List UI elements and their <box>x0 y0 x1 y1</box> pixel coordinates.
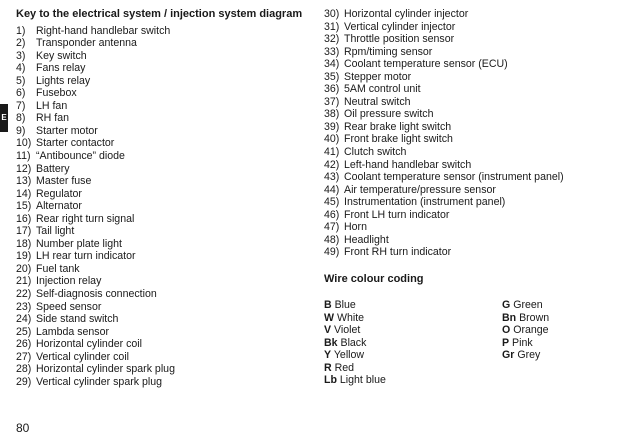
item-label: Rear right turn signal <box>36 212 135 225</box>
item-number: 3) <box>16 49 26 62</box>
item-label: Regulator <box>36 187 82 200</box>
item-number: 48) <box>324 233 340 246</box>
list-item <box>16 301 306 314</box>
item-label: Master fuse <box>36 175 92 188</box>
item-number: 5) <box>16 74 26 87</box>
item-label: Instrumentation (instrument panel) <box>344 196 506 209</box>
item-label: Horizontal cylinder injector <box>344 8 469 20</box>
colour-code-row <box>324 374 484 387</box>
item-label: Lights relay <box>36 74 91 87</box>
colour-name: Blue <box>334 299 356 311</box>
item-label: Horizontal cylinder coil <box>36 338 142 351</box>
item-number: 4) <box>16 62 26 75</box>
item-label: Rear brake light switch <box>344 120 452 133</box>
item-number: 2) <box>16 37 26 50</box>
item-number: 30) <box>324 8 340 20</box>
list-item <box>16 238 306 251</box>
list-item <box>324 46 634 59</box>
item-label: Front RH turn indicator <box>344 246 452 259</box>
item-label: Tail light <box>36 225 75 238</box>
list-item <box>16 338 306 351</box>
left-component-list <box>16 25 306 389</box>
item-number: 18) <box>16 237 32 250</box>
item-label: Transponder antenna <box>36 37 137 50</box>
colour-code-row <box>502 299 622 312</box>
list-item <box>16 326 306 339</box>
item-label: RH fan <box>36 112 69 125</box>
item-label: Vertical cylinder coil <box>36 350 130 363</box>
left-column <box>16 8 306 388</box>
colour-code: W <box>324 311 334 324</box>
item-number: 8) <box>16 112 26 125</box>
list-item <box>16 163 306 176</box>
item-number: 45) <box>324 196 340 209</box>
item-number: 25) <box>16 325 32 338</box>
list-item <box>324 209 634 222</box>
item-label: Horizontal cylinder spark plug <box>36 363 175 376</box>
page-number: 80 <box>16 421 30 435</box>
item-label: Air temperature/pressure sensor <box>344 183 496 196</box>
list-item <box>324 234 634 247</box>
list-item <box>324 221 634 234</box>
list-item <box>324 146 634 159</box>
colour-code-row <box>324 299 484 312</box>
colour-code-row <box>502 337 622 350</box>
colour-code: Bn <box>502 311 517 324</box>
item-label: Right-hand handlebar switch <box>36 24 171 37</box>
item-label: Starter contactor <box>36 137 115 150</box>
list-item <box>16 125 306 138</box>
item-number: 31) <box>324 20 340 33</box>
item-number: 32) <box>324 33 340 46</box>
item-number: 16) <box>16 212 32 225</box>
list-item <box>16 150 306 163</box>
colour-code: O <box>502 324 511 337</box>
item-label: Battery <box>36 162 70 175</box>
list-item <box>324 33 634 46</box>
item-number: 41) <box>324 146 340 159</box>
colour-name: Orange <box>513 324 549 337</box>
item-label: Vertical cylinder spark plug <box>36 375 163 388</box>
colour-code-row <box>502 324 622 337</box>
right-column <box>324 8 634 259</box>
item-number: 12) <box>16 162 32 175</box>
item-number: 14) <box>16 187 32 200</box>
colour-code: R <box>324 361 332 374</box>
list-item <box>324 184 634 197</box>
colour-column-1 <box>324 299 484 387</box>
item-number: 24) <box>16 313 32 326</box>
list-item <box>324 133 634 146</box>
item-number: 19) <box>16 250 32 263</box>
item-number: 33) <box>324 45 340 58</box>
list-item <box>324 159 634 172</box>
colour-name: Violet <box>334 324 361 337</box>
item-number: 17) <box>16 225 32 238</box>
item-label: Fusebox <box>36 87 77 100</box>
item-label: 5AM control unit <box>344 83 421 96</box>
item-number: 47) <box>324 221 340 234</box>
list-item <box>16 175 306 188</box>
list-item <box>16 213 306 226</box>
item-label: LH fan <box>36 99 68 112</box>
item-label: Coolant temperature sensor (ECU) <box>344 58 508 71</box>
item-number: 9) <box>16 124 26 137</box>
list-item <box>324 58 634 71</box>
right-component-list <box>324 8 634 259</box>
list-item <box>324 246 634 259</box>
item-number: 28) <box>16 363 32 376</box>
list-item <box>16 275 306 288</box>
item-number: 40) <box>324 133 340 146</box>
item-number: 35) <box>324 70 340 83</box>
item-number: 20) <box>16 262 32 275</box>
item-label: Stepper motor <box>344 70 412 83</box>
item-label: Front brake light switch <box>344 133 453 146</box>
colour-code: V <box>324 324 332 337</box>
item-label: Horn <box>344 221 367 234</box>
list-item <box>16 112 306 125</box>
list-item <box>324 96 634 109</box>
item-number: 43) <box>324 171 340 184</box>
item-label: Headlight <box>344 233 389 246</box>
item-number: 27) <box>16 350 32 363</box>
item-label: Front LH turn indicator <box>344 208 450 221</box>
list-item <box>16 25 306 38</box>
item-label: Injection relay <box>36 275 102 288</box>
item-number: 13) <box>16 175 32 188</box>
section-tab-marker: E <box>0 104 8 132</box>
item-number: 10) <box>16 137 32 150</box>
list-item <box>16 363 306 376</box>
colour-code-row <box>324 337 484 350</box>
colour-name: Pink <box>512 336 533 349</box>
colour-name: Yellow <box>333 349 365 362</box>
item-label: Oil pressure switch <box>344 108 434 121</box>
item-number: 21) <box>16 275 32 288</box>
list-item <box>16 37 306 50</box>
item-label: Left-hand handlebar switch <box>344 158 472 171</box>
item-label: Coolant temperature sensor (instrument panel) <box>344 171 564 184</box>
list-item <box>16 137 306 150</box>
list-item <box>16 288 306 301</box>
item-label: Fuel tank <box>36 262 80 275</box>
colour-code-row <box>324 362 484 375</box>
list-item <box>324 196 634 209</box>
item-number: 26) <box>16 338 32 351</box>
colour-name: Red <box>334 361 355 374</box>
item-label: Alternator <box>36 200 82 213</box>
list-item <box>16 50 306 63</box>
colour-name: Light blue <box>339 374 386 387</box>
item-number: 44) <box>324 183 340 196</box>
colour-code: B <box>324 299 332 311</box>
item-label: Starter motor <box>36 124 98 137</box>
colour-code-row <box>502 349 622 362</box>
list-item <box>324 71 634 84</box>
list-item <box>16 100 306 113</box>
colour-name: Black <box>340 336 367 349</box>
colour-name: White <box>336 311 365 324</box>
page-title: Key to the electrical system / injection system diagram <box>16 8 303 20</box>
item-number: 46) <box>324 208 340 221</box>
item-number: 42) <box>324 158 340 171</box>
item-label: LH rear turn indicator <box>36 250 136 263</box>
colour-code-row <box>502 312 622 325</box>
item-label: Self-diagnosis connection <box>36 287 157 300</box>
list-item <box>16 188 306 201</box>
item-label: Clutch switch <box>344 146 407 159</box>
list-item <box>324 83 634 96</box>
list-item <box>16 351 306 364</box>
item-label: “Antibounce” diode <box>36 149 125 162</box>
list-item <box>324 171 634 184</box>
colour-code: G <box>502 299 511 311</box>
colour-code-row <box>324 312 484 325</box>
colour-name: Grey <box>517 349 541 362</box>
list-item <box>324 108 634 121</box>
item-number: 1) <box>16 24 26 37</box>
colour-code: Y <box>324 349 332 362</box>
item-number: 36) <box>324 83 340 96</box>
colour-name: Green <box>513 299 543 311</box>
list-item <box>324 8 634 21</box>
item-label: Key switch <box>36 49 87 62</box>
item-number: 29) <box>16 375 32 388</box>
item-number: 37) <box>324 95 340 108</box>
item-number: 22) <box>16 287 32 300</box>
item-number: 38) <box>324 108 340 121</box>
colour-name: Brown <box>519 311 550 324</box>
list-item <box>16 313 306 326</box>
item-number: 39) <box>324 120 340 133</box>
colour-code: Lb <box>324 374 337 387</box>
item-label: Throttle position sensor <box>344 33 455 46</box>
list-item <box>324 21 634 34</box>
item-label: Fans relay <box>36 62 86 75</box>
item-number: 49) <box>324 246 340 259</box>
item-number: 34) <box>324 58 340 71</box>
item-label: Neutral switch <box>344 95 411 108</box>
item-number: 6) <box>16 87 26 100</box>
colour-code-row <box>324 324 484 337</box>
list-item <box>16 75 306 88</box>
item-label: Rpm/timing sensor <box>344 45 433 58</box>
list-item <box>16 87 306 100</box>
wire-colour-heading: Wire colour coding <box>324 273 424 285</box>
colour-code-row <box>324 349 484 362</box>
item-number: 15) <box>16 200 32 213</box>
colour-code: Gr <box>502 349 515 362</box>
list-item <box>324 121 634 134</box>
item-number: 7) <box>16 99 26 112</box>
list-item <box>16 376 306 389</box>
item-label: Side stand switch <box>36 313 119 326</box>
item-label: Vertical cylinder injector <box>344 20 456 33</box>
item-number: 11) <box>16 149 31 162</box>
item-label: Speed sensor <box>36 300 102 313</box>
colour-code: P <box>502 336 510 349</box>
colour-column-2 <box>502 299 622 362</box>
list-item <box>16 263 306 276</box>
list-item <box>16 225 306 238</box>
list-item <box>16 62 306 75</box>
item-number: 23) <box>16 300 32 313</box>
list-item <box>16 200 306 213</box>
list-item <box>16 250 306 263</box>
item-label: Number plate light <box>36 237 122 250</box>
colour-code: Bk <box>324 336 338 349</box>
item-label: Lambda sensor <box>36 325 110 338</box>
